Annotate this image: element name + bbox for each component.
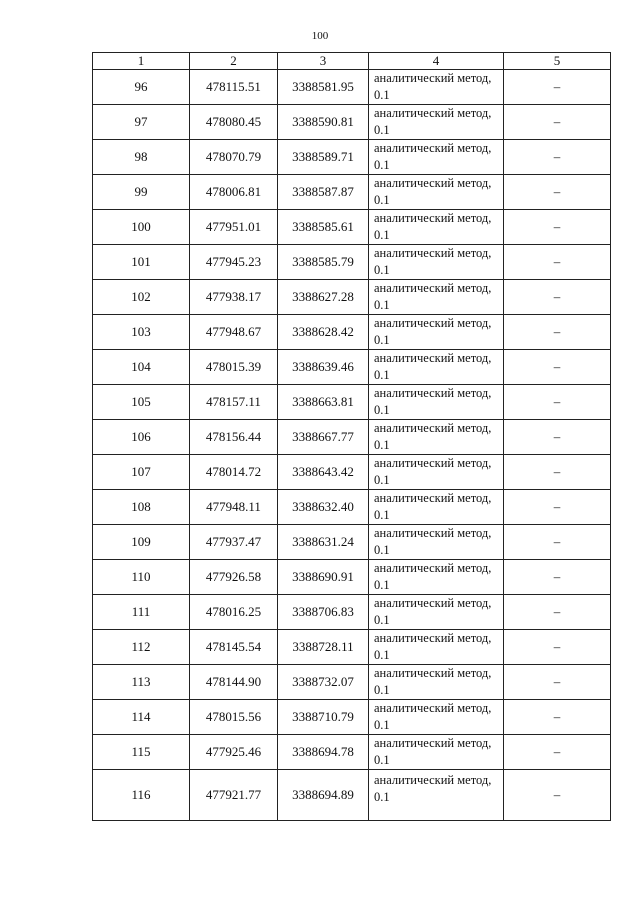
table-row (93, 770, 611, 821)
page-number: 100 (311, 30, 329, 42)
y-coordinate-cell: 3388667.77 (278, 420, 369, 455)
x-coordinate-cell: 477945.23 (190, 245, 278, 280)
y-coordinate-cell: 3388639.46 (278, 350, 369, 385)
point-number-cell: 106 (93, 420, 190, 455)
point-number-cell: 105 (93, 385, 190, 420)
x-coordinate-cell: 478016.25 (190, 595, 278, 630)
point-number-cell: 112 (93, 630, 190, 665)
table-row (93, 105, 611, 140)
y-coordinate-cell: 3388694.89 (278, 770, 369, 821)
table-row (93, 700, 611, 735)
method-cell: аналитический метод, 0.1 (369, 315, 504, 350)
x-coordinate-cell: 477937.47 (190, 525, 278, 560)
note-cell: – (504, 560, 611, 595)
y-coordinate-cell: 3388585.61 (278, 210, 369, 245)
point-number-cell: 110 (93, 560, 190, 595)
note-cell: – (504, 105, 611, 140)
x-coordinate-cell: 477951.01 (190, 210, 278, 245)
note-cell: – (504, 350, 611, 385)
x-coordinate-cell: 478145.54 (190, 630, 278, 665)
method-cell: аналитический метод, 0.1 (369, 245, 504, 280)
note-cell: – (504, 525, 611, 560)
note-cell: – (504, 630, 611, 665)
y-coordinate-cell: 3388590.81 (278, 105, 369, 140)
method-cell: аналитический метод, 0.1 (369, 665, 504, 700)
method-cell: аналитический метод, 0.1 (369, 525, 504, 560)
x-coordinate-cell: 477948.11 (190, 490, 278, 525)
x-coordinate-cell: 478157.11 (190, 385, 278, 420)
y-coordinate-cell: 3388728.11 (278, 630, 369, 665)
table-body (93, 70, 611, 821)
method-cell: аналитический метод, 0.1 (369, 140, 504, 175)
column-header: 3 (278, 53, 369, 70)
note-cell: – (504, 315, 611, 350)
x-coordinate-cell: 478080.45 (190, 105, 278, 140)
method-cell: аналитический метод, 0.1 (369, 70, 504, 105)
point-number-cell: 108 (93, 490, 190, 525)
x-coordinate-cell: 478144.90 (190, 665, 278, 700)
method-cell: аналитический метод, 0.1 (369, 350, 504, 385)
table-row (93, 630, 611, 665)
table-header-row (93, 53, 611, 70)
point-number-cell: 103 (93, 315, 190, 350)
point-number-cell: 113 (93, 665, 190, 700)
table-row (93, 665, 611, 700)
method-cell: аналитический метод, 0.1 (369, 280, 504, 315)
y-coordinate-cell: 3388706.83 (278, 595, 369, 630)
column-header: 4 (369, 53, 504, 70)
table-row (93, 245, 611, 280)
point-number-cell: 99 (93, 175, 190, 210)
table-row (93, 70, 611, 105)
point-number-cell: 97 (93, 105, 190, 140)
x-coordinate-cell: 477948.67 (190, 315, 278, 350)
x-coordinate-cell: 478015.56 (190, 700, 278, 735)
method-cell: аналитический метод, 0.1 (369, 595, 504, 630)
point-number-cell: 115 (93, 735, 190, 770)
method-cell: аналитический метод, 0.1 (369, 210, 504, 245)
method-cell: аналитический метод, 0.1 (369, 420, 504, 455)
table-row (93, 560, 611, 595)
y-coordinate-cell: 3388663.81 (278, 385, 369, 420)
x-coordinate-cell: 478014.72 (190, 455, 278, 490)
note-cell: – (504, 245, 611, 280)
y-coordinate-cell: 3388627.28 (278, 280, 369, 315)
point-number-cell: 96 (93, 70, 190, 105)
table-row (93, 385, 611, 420)
table-row (93, 525, 611, 560)
point-number-cell: 101 (93, 245, 190, 280)
table-row (93, 280, 611, 315)
note-cell: – (504, 490, 611, 525)
x-coordinate-cell: 478006.81 (190, 175, 278, 210)
x-coordinate-cell: 477925.46 (190, 735, 278, 770)
point-number-cell: 100 (93, 210, 190, 245)
column-header: 5 (504, 53, 611, 70)
note-cell: – (504, 175, 611, 210)
table-row (93, 420, 611, 455)
y-coordinate-cell: 3388581.95 (278, 70, 369, 105)
method-cell: аналитический метод, 0.1 (369, 175, 504, 210)
table-row (93, 735, 611, 770)
point-number-cell: 114 (93, 700, 190, 735)
note-cell: – (504, 595, 611, 630)
note-cell: – (504, 210, 611, 245)
table-row (93, 210, 611, 245)
method-cell: аналитический метод, 0.1 (369, 385, 504, 420)
method-cell: аналитический метод, 0.1 (369, 630, 504, 665)
table-row (93, 490, 611, 525)
note-cell: – (504, 70, 611, 105)
note-cell: – (504, 420, 611, 455)
y-coordinate-cell: 3388643.42 (278, 455, 369, 490)
table-row (93, 315, 611, 350)
x-coordinate-cell: 478015.39 (190, 350, 278, 385)
table-row (93, 455, 611, 490)
coordinates-table (92, 52, 611, 821)
table-row (93, 350, 611, 385)
note-cell: – (504, 455, 611, 490)
note-cell: – (504, 665, 611, 700)
x-coordinate-cell: 478070.79 (190, 140, 278, 175)
method-cell: аналитический метод, 0.1 (369, 105, 504, 140)
note-cell: – (504, 735, 611, 770)
method-cell: аналитический метод, 0.1 (369, 770, 504, 821)
method-cell: аналитический метод, 0.1 (369, 735, 504, 770)
point-number-cell: 116 (93, 770, 190, 821)
x-coordinate-cell: 477938.17 (190, 280, 278, 315)
point-number-cell: 111 (93, 595, 190, 630)
note-cell: – (504, 140, 611, 175)
method-cell: аналитический метод, 0.1 (369, 560, 504, 595)
x-coordinate-cell: 478115.51 (190, 70, 278, 105)
note-cell: – (504, 700, 611, 735)
y-coordinate-cell: 3388732.07 (278, 665, 369, 700)
x-coordinate-cell: 478156.44 (190, 420, 278, 455)
method-cell: аналитический метод, 0.1 (369, 490, 504, 525)
table-row (93, 175, 611, 210)
x-coordinate-cell: 477926.58 (190, 560, 278, 595)
point-number-cell: 107 (93, 455, 190, 490)
table-row (93, 595, 611, 630)
table-row (93, 140, 611, 175)
y-coordinate-cell: 3388690.91 (278, 560, 369, 595)
note-cell: – (504, 280, 611, 315)
method-cell: аналитический метод, 0.1 (369, 455, 504, 490)
column-header: 1 (93, 53, 190, 70)
y-coordinate-cell: 3388589.71 (278, 140, 369, 175)
note-cell: – (504, 385, 611, 420)
x-coordinate-cell: 477921.77 (190, 770, 278, 821)
point-number-cell: 102 (93, 280, 190, 315)
y-coordinate-cell: 3388628.42 (278, 315, 369, 350)
column-header: 2 (190, 53, 278, 70)
note-cell: – (504, 770, 611, 821)
y-coordinate-cell: 3388587.87 (278, 175, 369, 210)
point-number-cell: 109 (93, 525, 190, 560)
y-coordinate-cell: 3388632.40 (278, 490, 369, 525)
y-coordinate-cell: 3388631.24 (278, 525, 369, 560)
y-coordinate-cell: 3388710.79 (278, 700, 369, 735)
point-number-cell: 98 (93, 140, 190, 175)
point-number-cell: 104 (93, 350, 190, 385)
method-cell: аналитический метод, 0.1 (369, 700, 504, 735)
y-coordinate-cell: 3388585.79 (278, 245, 369, 280)
y-coordinate-cell: 3388694.78 (278, 735, 369, 770)
